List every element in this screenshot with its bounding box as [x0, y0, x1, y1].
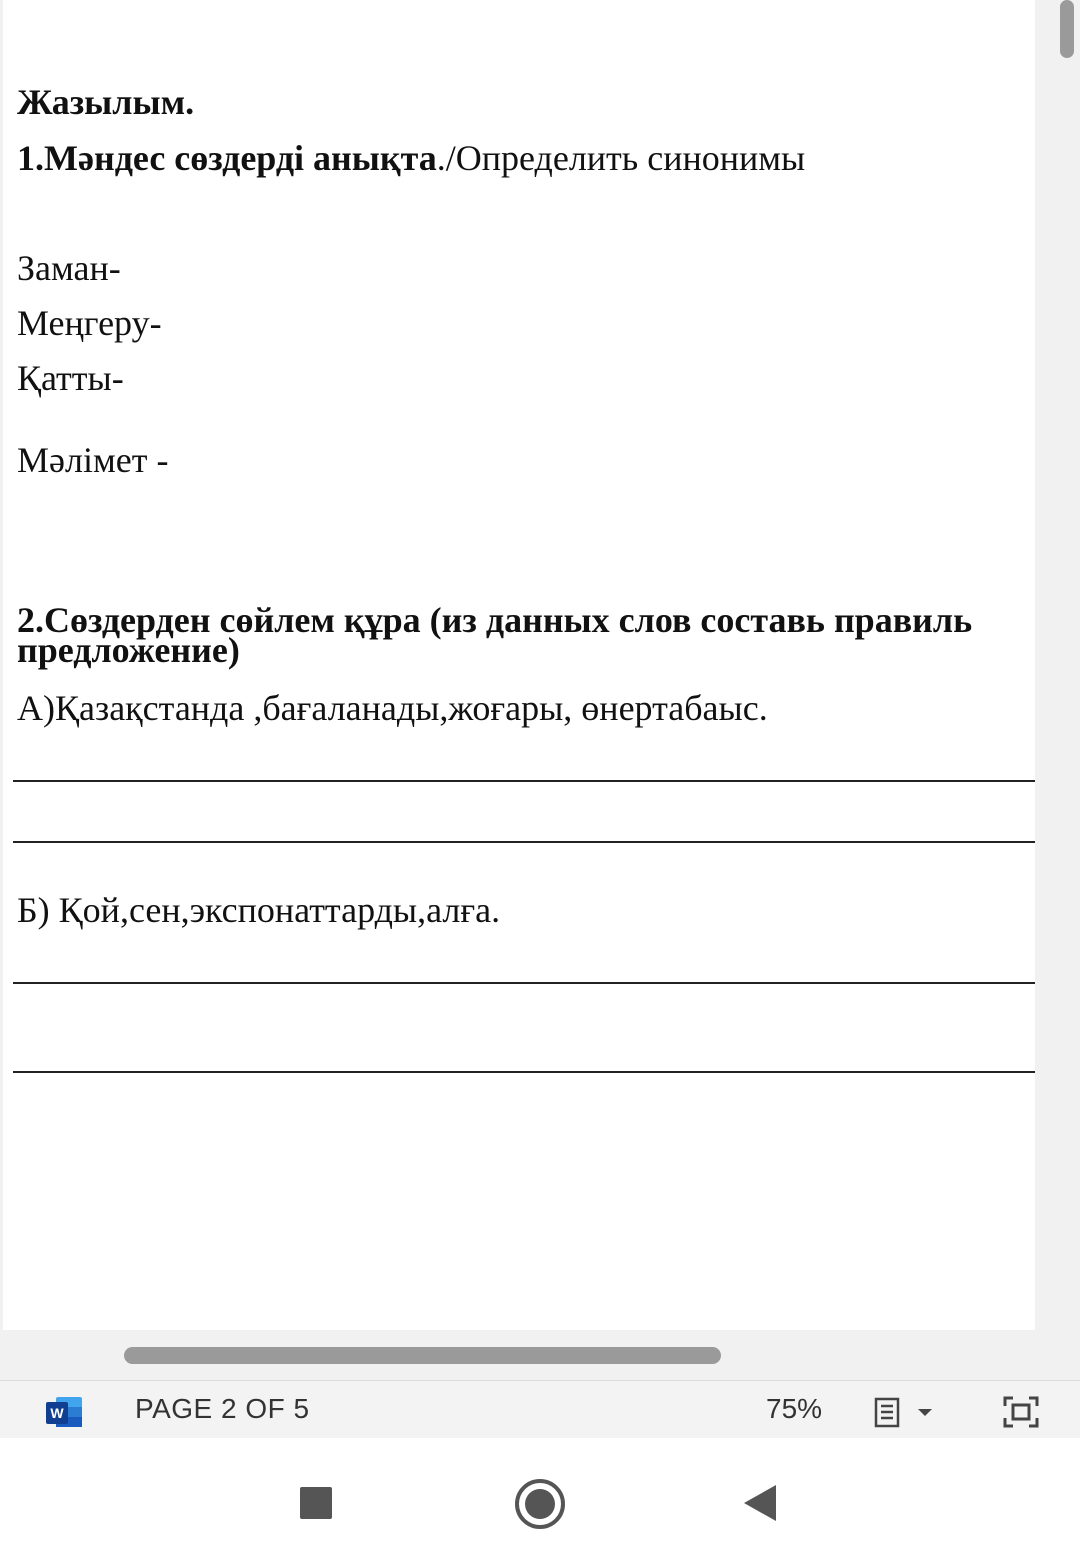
- fullscreen-button[interactable]: [1002, 1395, 1040, 1429]
- zoom-level[interactable]: 75%: [766, 1393, 823, 1424]
- word-item: Заман-: [17, 248, 121, 288]
- vertical-scrollbar-thumb[interactable]: [1060, 0, 1074, 58]
- task1-title: [17, 138, 805, 178]
- home-icon: [517, 1481, 563, 1527]
- status-bar: [0, 1380, 1080, 1439]
- horizontal-scrollbar-thumb[interactable]: [124, 1347, 721, 1364]
- back-icon: [744, 1485, 776, 1521]
- recent-apps-button[interactable]: [299, 1486, 333, 1520]
- view-toggle-button[interactable]: [872, 1395, 938, 1429]
- document-page: [3, 0, 1035, 1330]
- task2-item-a: А)Қазақстанда ,бағаланады,жоғары, өнертабаыс.: [17, 688, 768, 728]
- answer-line: [13, 841, 1035, 843]
- section-heading: Жазылым.: [17, 82, 195, 122]
- word-item: Қатты-: [17, 358, 124, 398]
- word-item: Мәлімет -: [17, 440, 169, 480]
- answer-line: [13, 780, 1035, 782]
- svg-text:W: W: [50, 1405, 64, 1421]
- document-view-icon: [876, 1399, 898, 1426]
- task2-title-line2: предложение): [17, 630, 240, 670]
- answer-line: [13, 1071, 1035, 1073]
- navigation-bar: [0, 1438, 1080, 1568]
- answer-line: [13, 982, 1035, 984]
- chevron-down-icon: [918, 1409, 932, 1416]
- fullscreen-icon: [1005, 1398, 1037, 1426]
- task2-title-line1: 2.Сөздерден сөйлем құра (из данных слов составь правиль: [17, 600, 973, 640]
- back-button[interactable]: [742, 1483, 778, 1523]
- word-item: Меңгеру-: [17, 303, 162, 343]
- word-icon: [44, 1395, 84, 1429]
- recent-apps-icon: [300, 1487, 332, 1519]
- task1-title-russian: ./Определить синонимы: [436, 138, 806, 178]
- task2-item-b: Б) Қой,сен,экспонаттарды,алға.: [17, 890, 501, 930]
- home-button[interactable]: [514, 1478, 566, 1530]
- page-indicator: PAGE 2 OF 5: [135, 1393, 310, 1424]
- task1-title-kazakh: 1.Мәндес сөздерді анықта: [17, 138, 437, 178]
